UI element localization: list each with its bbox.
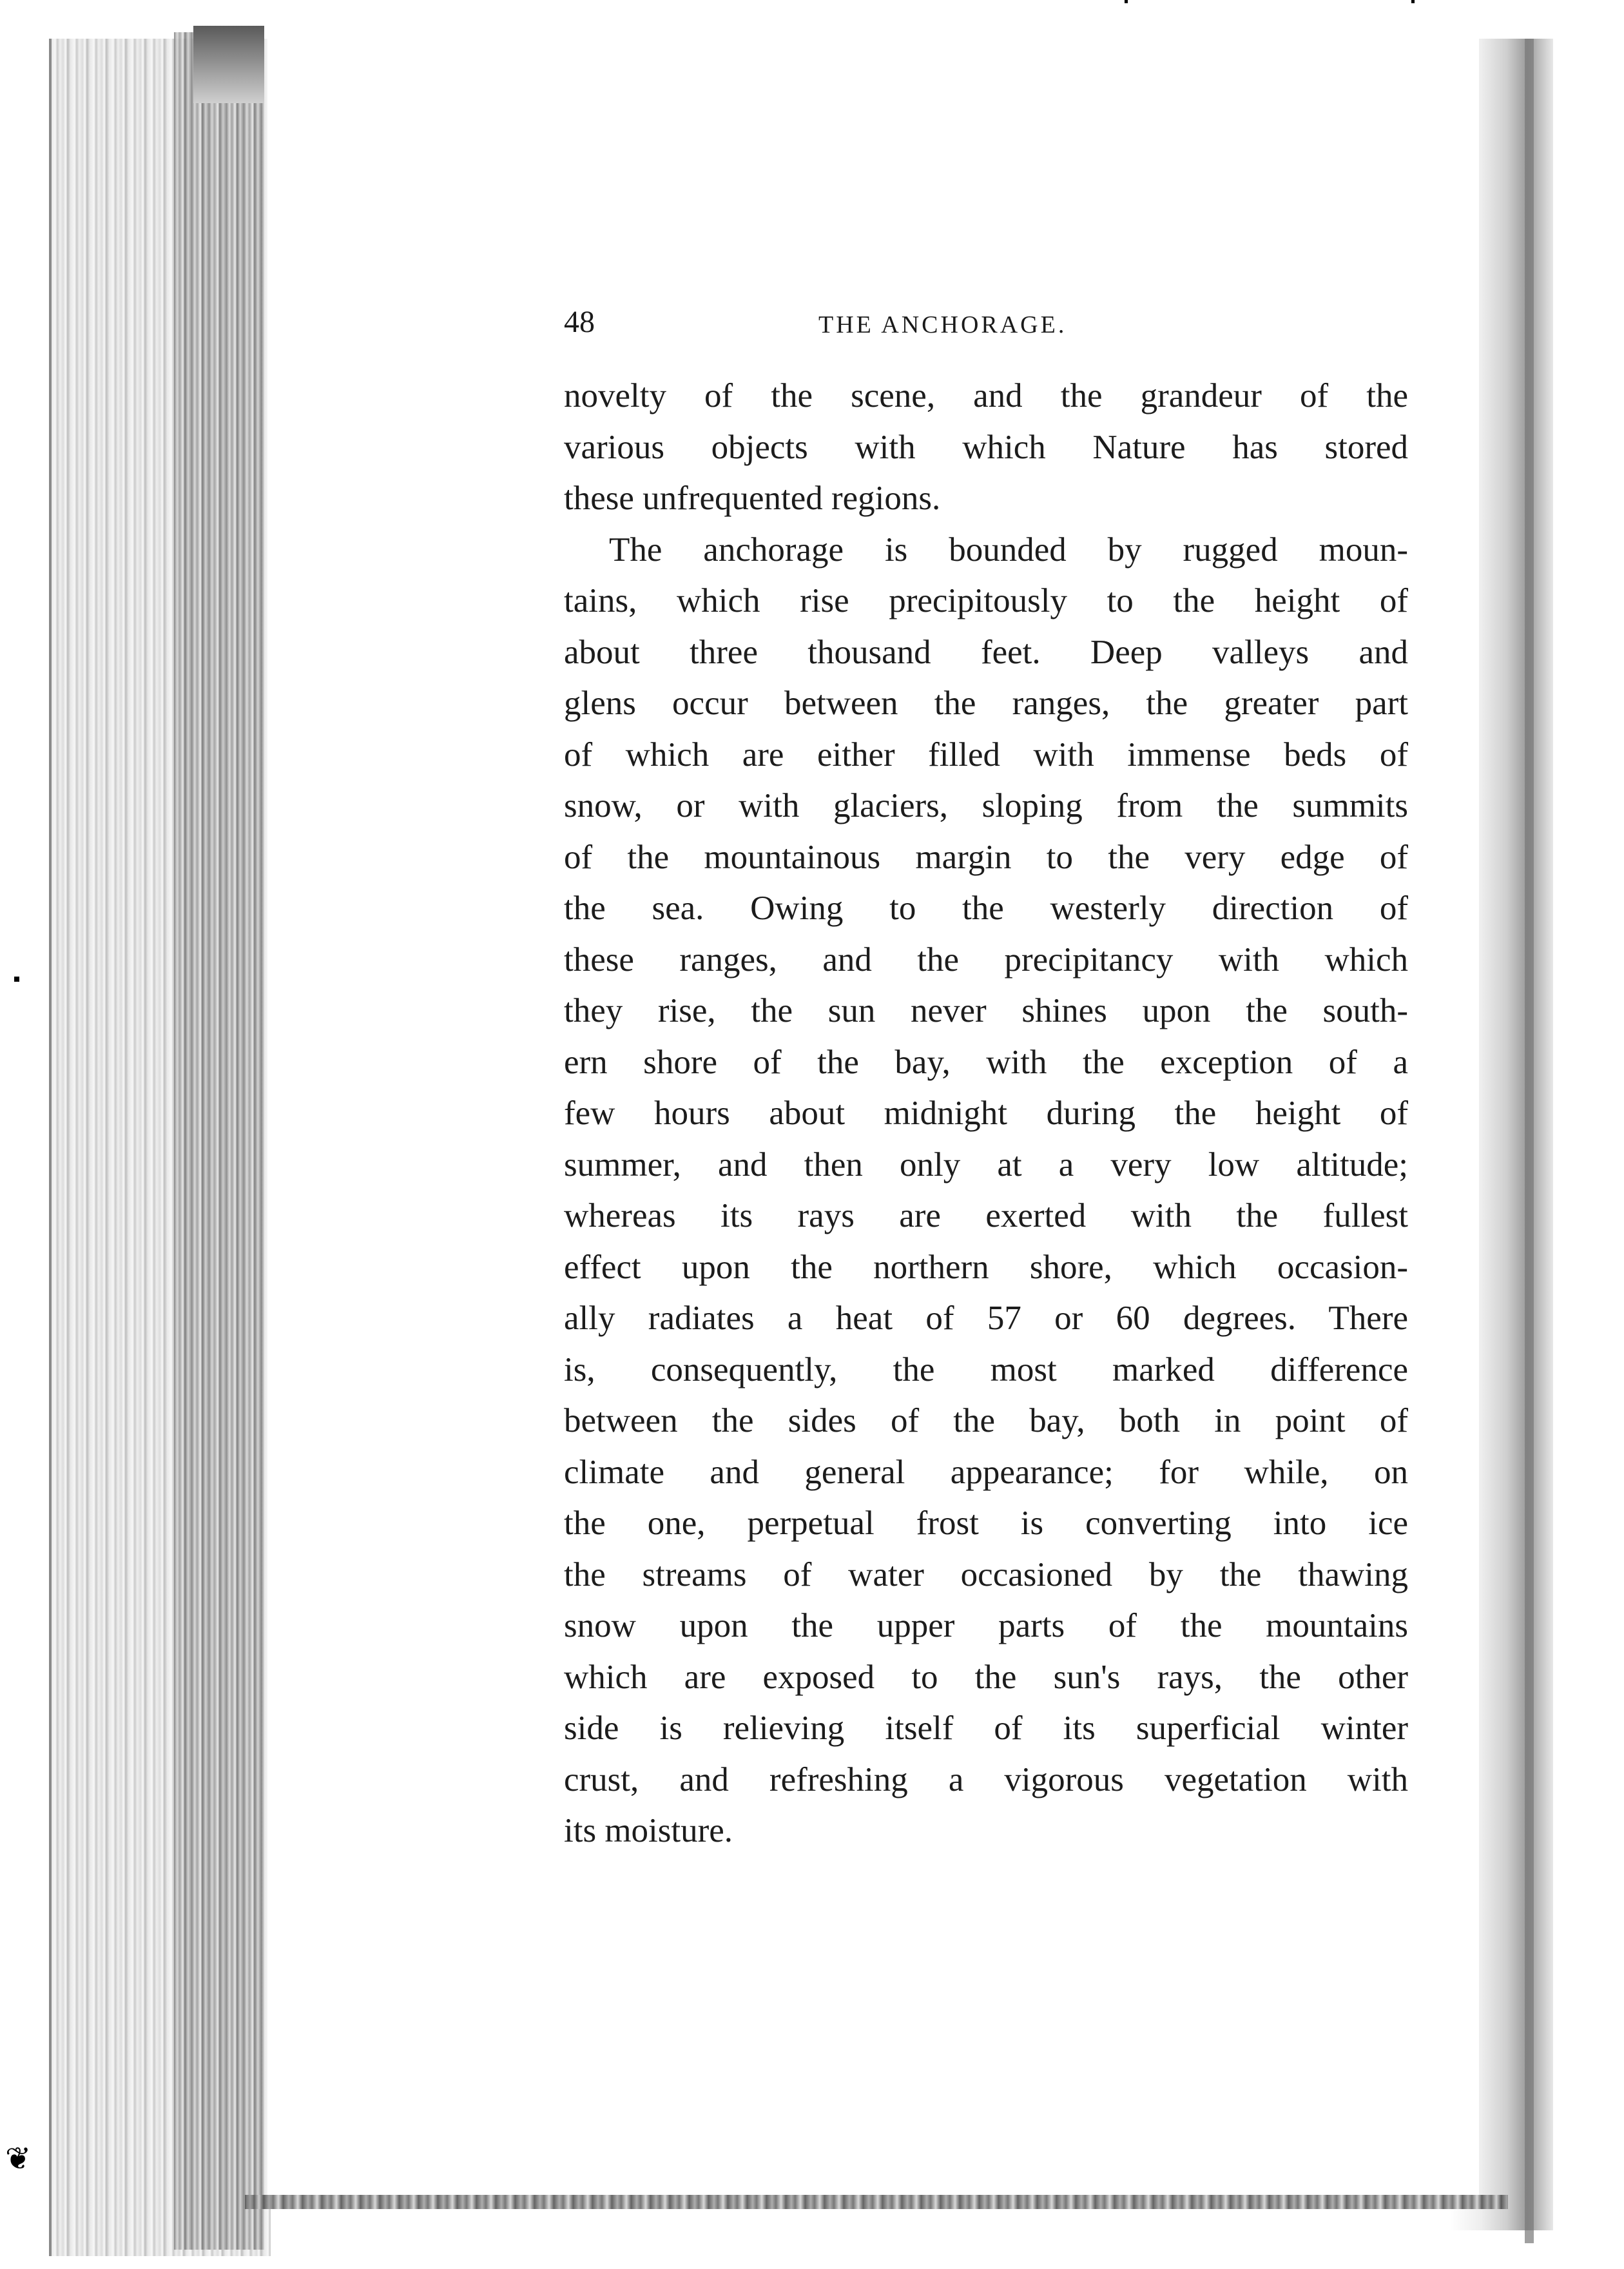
text-line: various objects with which Nature has stored: [564, 428, 1408, 466]
text-line: The anchorage is bounded by rugged moun-: [609, 531, 1408, 569]
text-line: summer, and then only at a very low altitude;: [564, 1145, 1408, 1183]
text-line: snow, or with glaciers, sloping from the summits: [564, 787, 1408, 824]
running-head: [564, 303, 1408, 348]
text-line: snow upon the upper parts of the mountains: [564, 1607, 1408, 1644]
text-line: its moisture.: [564, 1812, 733, 1849]
page-edge-bottom: [245, 2195, 1508, 2209]
text-line: they rise, the sun never shines upon the south-: [564, 992, 1408, 1029]
text-line: is, consequently, the most marked difference: [564, 1350, 1408, 1388]
scan-speck: [1411, 0, 1415, 3]
text-line: few hours about midnight during the height of: [564, 1095, 1408, 1132]
text-line: the one, perpetual frost is converting into ice: [564, 1505, 1408, 1542]
text-line: ally radiates a heat of 57 or 60 degrees. There: [564, 1300, 1408, 1337]
text-line: which are exposed to the sun's rays, the other: [564, 1658, 1408, 1696]
page-number: 48: [564, 305, 595, 339]
text-line: about three thousand feet. Deep valleys and: [564, 633, 1408, 671]
scan-mark: ❦: [5, 2141, 32, 2177]
book-spine-shadow: [174, 32, 264, 2250]
running-title: THE ANCHORAGE.: [818, 311, 1067, 338]
text-line: whereas its rays are exerted with the fullest: [564, 1197, 1408, 1234]
text-line: tains, which rise precipitously to the height of: [564, 582, 1408, 619]
text-line: ern shore of the bay, with the exception of a: [564, 1043, 1408, 1081]
text-line: novelty of the scene, and the grandeur of the: [564, 377, 1408, 414]
text-line: these unfrequented regions.: [564, 480, 941, 517]
spine-top-shadow: [193, 26, 264, 103]
scan-speck: [14, 977, 19, 982]
text-line: crust, and refreshing a vigorous vegetation with: [564, 1760, 1408, 1798]
text-line: effect upon the northern shore, which occasion-: [564, 1248, 1408, 1286]
text-line: between the sides of the bay, both in point of: [564, 1402, 1408, 1439]
page-edge-right-line: [1525, 39, 1534, 2243]
body-text: [564, 371, 1408, 1857]
text-line: of the mountainous margin to the very edge of: [564, 838, 1408, 876]
text-line: the sea. Owing to the westerly direction of: [564, 890, 1408, 927]
text-line: these ranges, and the precipitancy with which: [564, 940, 1408, 979]
text-line: glens occur between the ranges, the greater part: [564, 685, 1408, 722]
text-line: side is relieving itself of its superficial winter: [564, 1709, 1408, 1747]
text-line: the streams of water occasioned by the thawing: [564, 1555, 1408, 1593]
text-line: climate and general appearance; for while, on: [564, 1453, 1408, 1491]
text-line: of which are either filled with immense beds of: [564, 735, 1408, 774]
scan-speck: [1125, 0, 1128, 3]
